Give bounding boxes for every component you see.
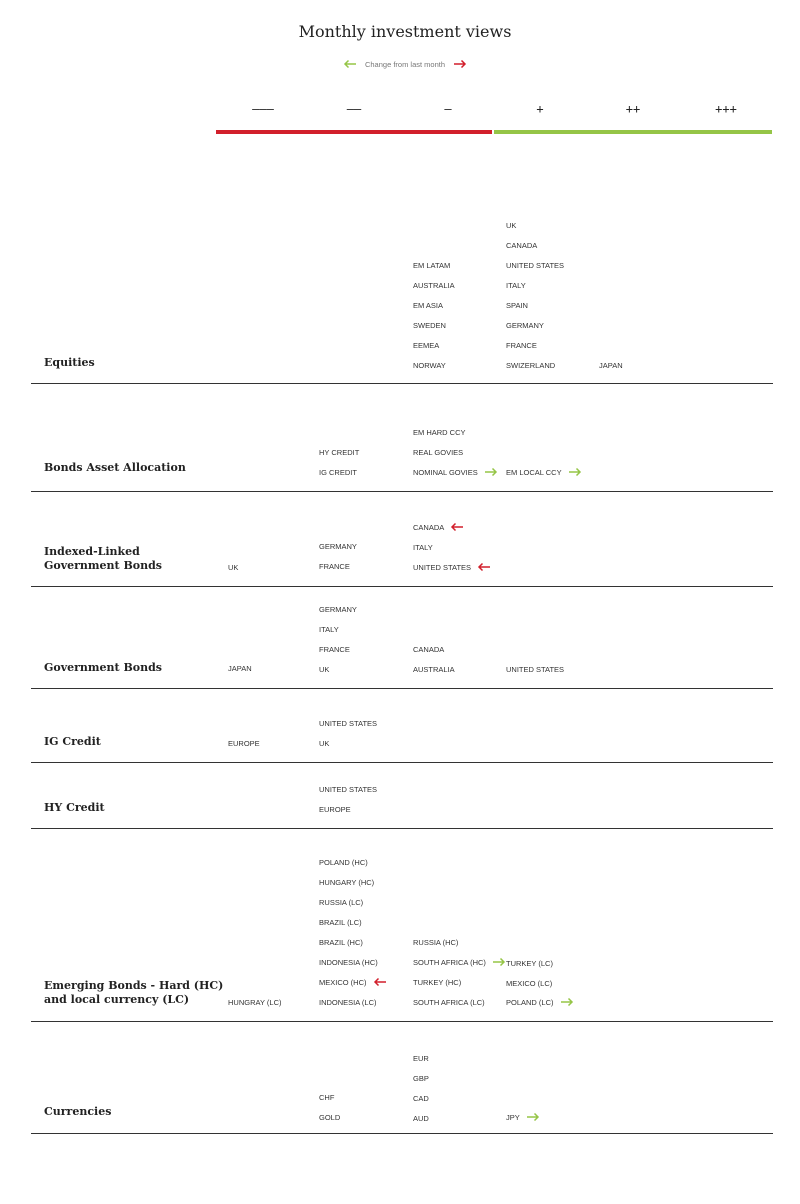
list-item: EEMEA <box>413 340 440 350</box>
list-item <box>506 466 582 478</box>
list-item <box>413 561 491 573</box>
list-item: EM HARD CCY <box>413 427 466 437</box>
list-item: TURKEY (HC) <box>413 977 462 987</box>
list-item-label: CANADA <box>413 522 445 532</box>
section-divider <box>31 383 773 384</box>
list-item: FRANCE <box>319 561 350 571</box>
list-item-label: JPY <box>506 1112 520 1122</box>
arrow-left-red-icon <box>477 562 491 572</box>
section-divider <box>31 491 773 492</box>
list-item: AUD <box>413 1113 429 1123</box>
section-divider <box>31 1133 773 1134</box>
list-item: HY CREDIT <box>319 447 360 457</box>
list-item: FRANCE <box>506 340 537 350</box>
list-item: CAD <box>413 1093 429 1103</box>
section-divider <box>31 586 773 587</box>
scale-label-very-negative: ––– <box>252 102 274 116</box>
list-item: UNITED STATES <box>319 784 378 794</box>
category-emerging-bonds-line1: Emerging Bonds - Hard (HC) <box>44 979 224 992</box>
category-currencies: Currencies <box>44 1105 112 1118</box>
list-item: UK <box>319 664 330 674</box>
legend-text: Change from last month <box>364 59 446 69</box>
list-item: HUNGARY (HC) <box>319 877 375 887</box>
list-item <box>506 1111 540 1123</box>
legend <box>0 57 800 71</box>
arrow-left-red-icon <box>450 522 464 532</box>
scale-label-very-positive: +++ <box>715 102 737 116</box>
list-item: AUSTRALIA <box>413 280 455 290</box>
arrow-left-red-icon <box>373 977 387 987</box>
list-item: NORWAY <box>413 360 446 370</box>
negative-scale-bar <box>216 130 492 134</box>
list-item: SWEDEN <box>413 320 446 330</box>
list-item: GERMANY <box>319 604 357 614</box>
list-item: UK <box>319 738 330 748</box>
list-item: BRAZIL (HC) <box>319 937 363 947</box>
scale-label-slightly-negative: – <box>444 102 452 116</box>
list-item: JAPAN <box>599 360 623 370</box>
list-item: RUSSIA (LC) <box>319 897 364 907</box>
category-ig-credit: IG Credit <box>44 735 101 748</box>
category-equities: Equities <box>44 356 95 369</box>
scale-label-positive: ++ <box>625 102 641 116</box>
list-item: CANADA <box>506 240 538 250</box>
list-item: ITALY <box>506 280 526 290</box>
list-item-label: EM LOCAL CCY <box>506 467 562 477</box>
category-indexed-linked-line1: Indexed-Linked <box>44 545 140 558</box>
category-indexed-linked-line2: Government Bonds <box>44 559 162 572</box>
list-item: EM ASIA <box>413 300 444 310</box>
arrow-left-green-icon <box>343 59 357 69</box>
list-item-label: UNITED STATES <box>413 562 472 572</box>
list-item <box>413 466 498 478</box>
list-item <box>413 521 464 533</box>
list-item: EUROPE <box>319 804 351 814</box>
list-item: INDONESIA (LC) <box>319 997 377 1007</box>
list-item: FRANCE <box>319 644 350 654</box>
list-item <box>319 976 387 988</box>
list-item: HUNGRAY (LC) <box>228 997 282 1007</box>
category-bonds-asset-allocation: Bonds Asset Allocation <box>44 461 186 474</box>
list-item-label: POLAND (LC) <box>506 997 554 1007</box>
list-item: GERMANY <box>319 541 357 551</box>
list-item: UNITED STATES <box>506 260 565 270</box>
list-item-label: SOUTH AFRICA (HC) <box>413 957 486 967</box>
list-item: IG CREDIT <box>319 467 357 477</box>
list-item: BRAZIL (LC) <box>319 917 362 927</box>
list-item: UK <box>506 220 517 230</box>
list-item-label: MEXICO (HC) <box>319 977 367 987</box>
category-emerging-bonds-line2: and local currency (LC) <box>44 993 190 1006</box>
list-item: GBP <box>413 1073 429 1083</box>
arrow-right-green-icon <box>484 467 498 477</box>
list-item: RUSSIA (HC) <box>413 937 459 947</box>
scale-label-negative: –– <box>346 102 362 116</box>
list-item: GOLD <box>319 1112 341 1122</box>
scale-label-slightly-positive: + <box>536 102 544 116</box>
list-item: EM LATAM <box>413 260 451 270</box>
list-item: SOUTH AFRICA (LC) <box>413 997 485 1007</box>
arrow-right-green-icon <box>568 467 582 477</box>
list-item: SWIZERLAND <box>506 360 556 370</box>
page-title: Monthly investment views <box>298 22 512 41</box>
list-item: AUSTRALIA <box>413 664 455 674</box>
arrow-right-green-icon <box>492 957 506 967</box>
list-item: ITALY <box>319 624 339 634</box>
arrow-right-green-icon <box>560 997 574 1007</box>
list-item: POLAND (HC) <box>319 857 368 867</box>
list-item: CHF <box>319 1092 335 1102</box>
list-item: EUR <box>413 1053 429 1063</box>
list-item-label: NOMINAL GOVIES <box>413 467 478 477</box>
category-hy-credit: HY Credit <box>44 801 105 814</box>
list-item: TURKEY (LC) <box>506 958 553 968</box>
list-item: CANADA <box>413 644 445 654</box>
list-item: REAL GOVIES <box>413 447 464 457</box>
arrow-right-green-icon <box>526 1112 540 1122</box>
section-divider <box>31 688 773 689</box>
positive-scale-bar <box>494 130 772 134</box>
list-item: UNITED STATES <box>506 664 565 674</box>
list-item: UK <box>228 562 239 572</box>
arrow-right-red-icon <box>453 59 467 69</box>
list-item: MEXICO (LC) <box>506 978 553 988</box>
category-government-bonds: Government Bonds <box>44 661 162 674</box>
list-item: SPAIN <box>506 300 528 310</box>
list-item: EUROPE <box>228 738 260 748</box>
section-divider <box>31 762 773 763</box>
list-item: GERMANY <box>506 320 544 330</box>
list-item: INDONESIA (HC) <box>319 957 378 967</box>
list-item: UNITED STATES <box>319 718 378 728</box>
section-divider <box>31 828 773 829</box>
section-divider <box>31 1021 773 1022</box>
list-item <box>413 956 506 968</box>
list-item: JAPAN <box>228 663 252 673</box>
list-item: ITALY <box>413 542 433 552</box>
list-item <box>506 996 574 1008</box>
